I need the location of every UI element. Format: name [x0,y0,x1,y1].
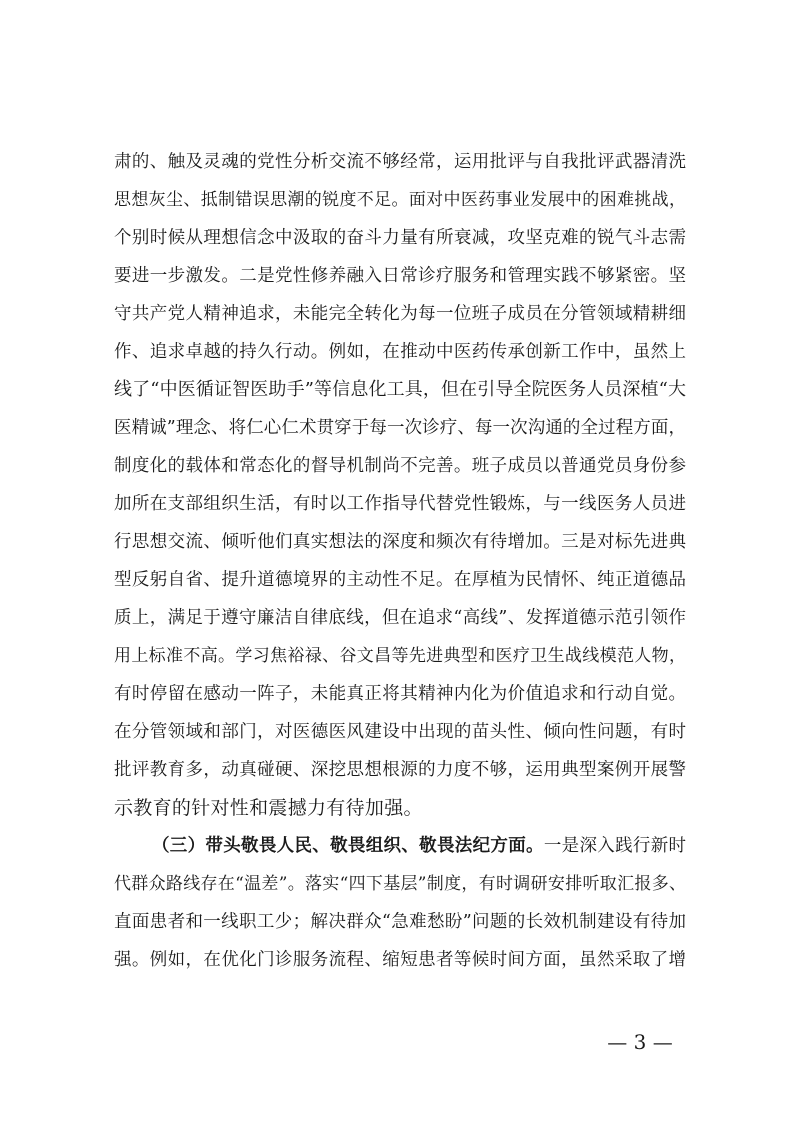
text-line: 有时停留在感动一阵子，未能真正将其精神内化为价值追求和行动自觉。 [114,684,686,704]
text-line: 线了“中医循证智医助手”等信息化工具，但在引导全院医务人员深植“大 [114,379,686,400]
text-line: 直面患者和一线职工少；解决群众“急难愁盼”问题的长效机制建设有待加 [114,912,686,932]
text-line: 思想灰尘、抵制错误思潮的锐度不足。面对中医药事业发展中的困难挑战， [114,190,686,210]
text-line: 医精诚”理念、将仁心仁术贯穿于每一次诊疗、每一次沟通的全过程方面， [114,418,686,438]
text-line: 制度化的载体和常态化的督导机制尚不完善。班子成员以普通党员身份参 [114,456,686,476]
text-line: 守共产党人精神追求，未能完全转化为每一位班子成员在分管领域精耕细 [114,304,686,324]
text-line: 在分管领域和部门，对医德医风建设中出现的苗头性、倾向性问题，有时 [114,722,686,742]
text-line: 肃的、触及灵魂的党性分析交流不够经常，运用批评与自我批评武器清洗 [114,152,686,172]
text-line: 示教育的针对性和震撼力有待加强。 [114,797,423,819]
text-line: 用上标准不高。学习焦裕禄、谷文昌等先进典型和医疗卫生战线模范人物， [114,646,686,666]
text-line: 强。例如，在优化门诊服务流程、缩短患者等候时间方面，虽然采取了增 [114,950,686,970]
text-line: 行思想交流、倾听他们真实想法的深度和频次有待增加。三是对标先进典 [114,532,686,552]
text-line: 型反躬自省、提升道德境界的主动性不足。在厚植为民情怀、纯正道德品 [114,570,686,590]
text-run: 一是深入践行新时 [543,836,687,856]
text-line: 作、追求卓越的持久行动。例如，在推动中医药传承创新工作中，虽然上 [114,342,686,362]
section-heading: （三）带头敬畏人民、敬畏组织、敬畏法纪方面。 [152,836,544,856]
text-line: 代群众路线存在“温差”。落实“四下基层”制度，有时调研安排听取汇报多、 [114,874,686,894]
text-line: 个别时候从理想信念中汲取的奋斗力量有所衰减，攻坚克难的锐气斗志需 [114,228,686,248]
page-number: — 3 — [607,1030,673,1054]
section-heading-line [152,829,686,863]
text-line: 批评教育多，动真碰硬、深挖思想根源的力度不够，运用典型案例开展警 [114,760,686,780]
text-line: 质上，满足于遵守廉洁自律底线，但在追求“高线”、发挥道德示范引领作 [114,608,686,628]
text-line: 要进一步激发。二是党性修养融入日常诊疗服务和管理实践不够紧密。坚 [114,266,686,286]
text-line: 加所在支部组织生活，有时以工作指导代替党性锻炼，与一线医务人员进 [114,494,686,514]
